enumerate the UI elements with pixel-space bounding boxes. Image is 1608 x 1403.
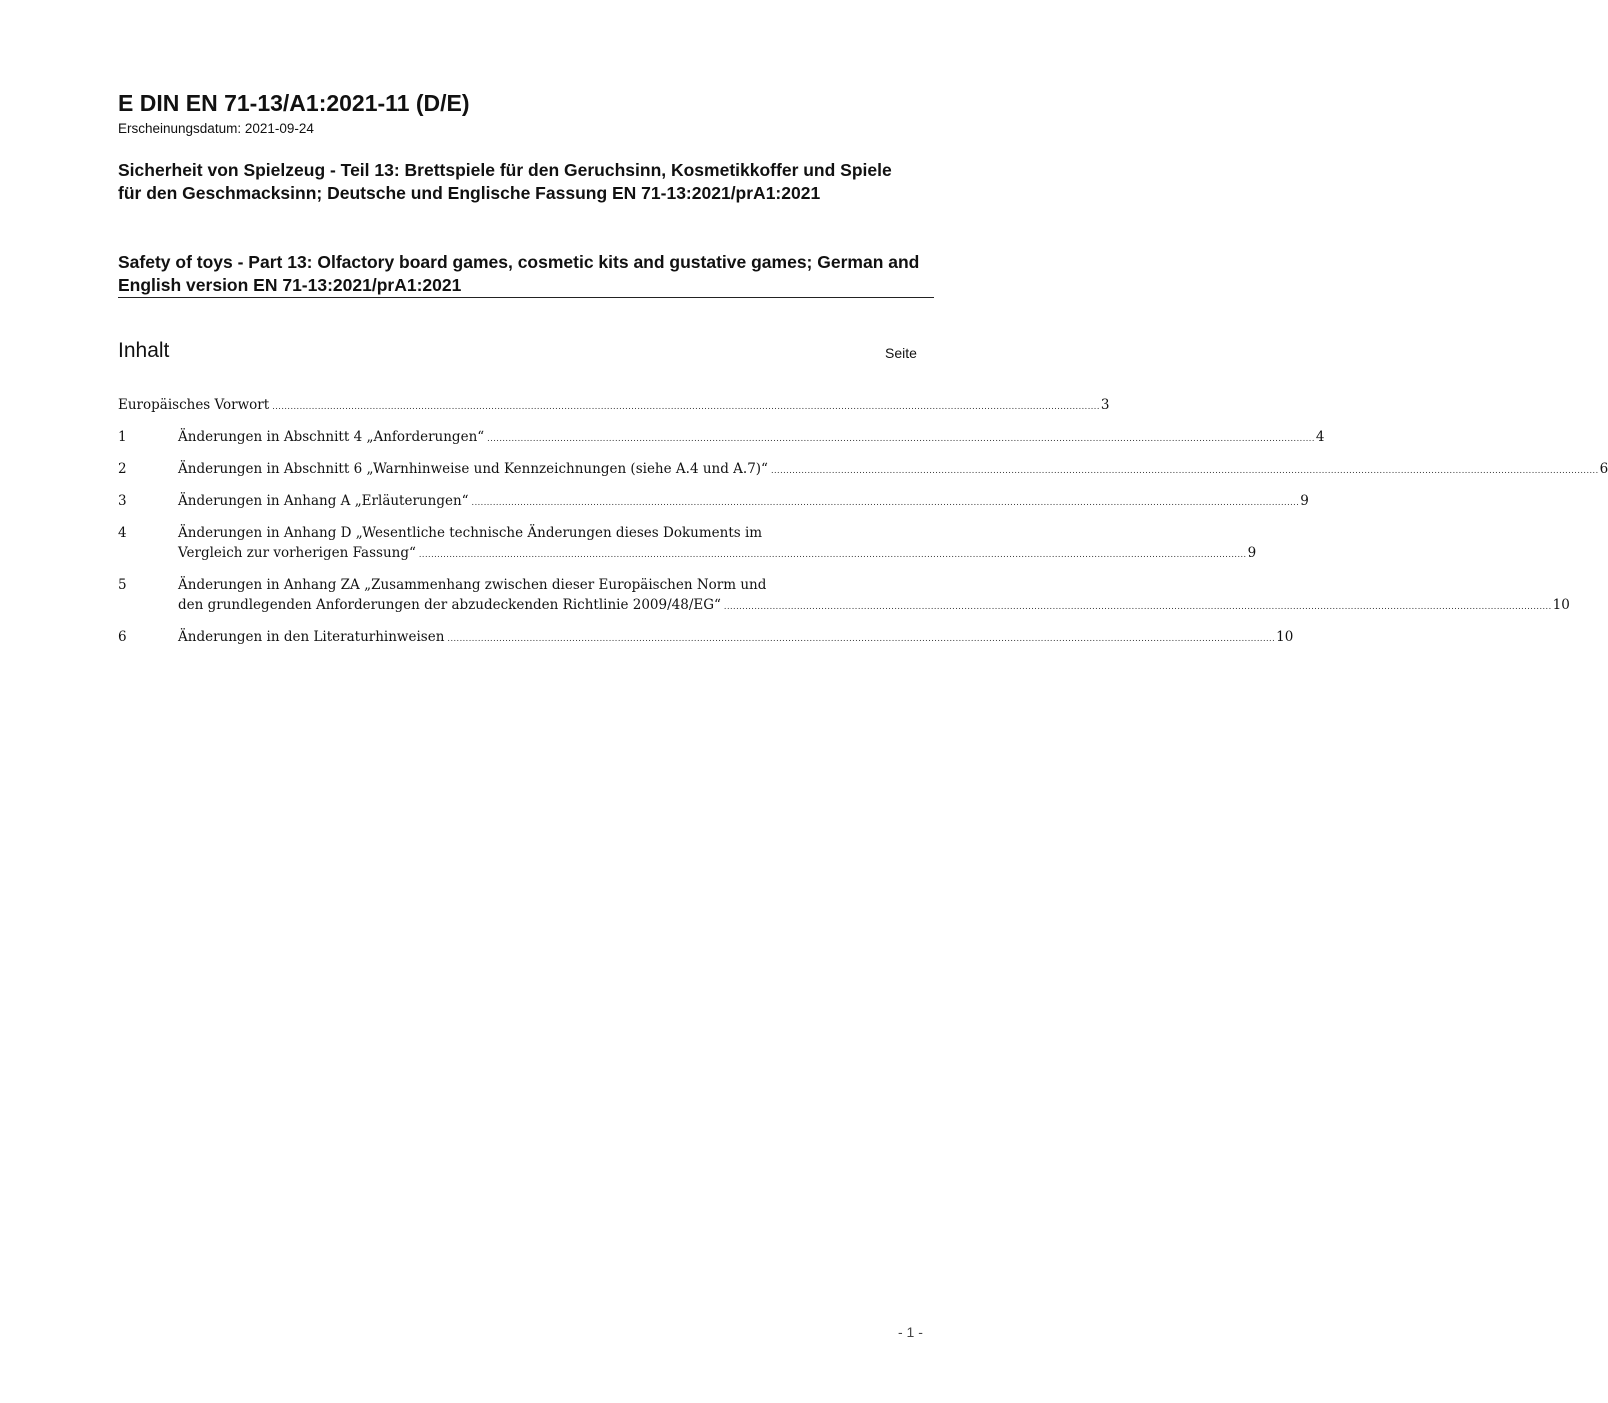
toc-entry-5[interactable] [118, 575, 1570, 617]
toc-entry-page: 4 [1315, 429, 1325, 445]
toc-leader-dots: ................................................................................................................................................................................................................................................................................ [487, 434, 1315, 443]
toc-entry-page: 6 [1599, 461, 1608, 477]
table-of-contents [118, 395, 1608, 659]
publication-date: Erscheinungsdatum: 2021-09-24 [118, 121, 314, 136]
toc-entry-6[interactable] [118, 627, 1294, 649]
toc-entry-number: 1 [118, 429, 127, 445]
toc-entry-text-continued: den grundlegenden Anforderungen der abzudeckenden Richtlinie 2009/48/EG“ [178, 597, 721, 613]
toc-entry-page: 9 [1300, 493, 1309, 509]
toc-entry-number: 6 [118, 629, 127, 645]
toc-entry-text: Europäisches Vorwort [118, 397, 270, 413]
toc-entry-text: Änderungen in Abschnitt 4 „Anforderungen“ [178, 429, 485, 445]
toc-entry-text: Änderungen in Anhang ZA „Zusammenhang zwischen dieser Europäischen Norm und [178, 577, 767, 593]
toc-leader-dots: ................................................................................................................................................................................................................................................................................ [418, 550, 1247, 559]
title-german: Sicherheit von Spielzeug - Teil 13: Brettspiele für den Geruchsinn, Kosmetikkoffer und Spiele für den Geschmacksinn; Deutsche und Englische Fassung EN 71-13:2021/prA1:2021 [118, 160, 892, 203]
page-number: - 1 - [898, 1324, 923, 1340]
toc-entry-text: Änderungen in den Literaturhinweisen [178, 629, 445, 645]
toc-entry-foreword[interactable] [118, 395, 1110, 417]
toc-entry-number: 5 [118, 577, 127, 593]
toc-entry-page: 10 [1276, 629, 1294, 645]
toc-entry-1[interactable] [118, 427, 1325, 449]
toc-entry-number: 4 [118, 525, 127, 541]
toc-entry-text: Änderungen in Anhang A „Erläuterungen“ [178, 493, 469, 509]
title-english: Safety of toys - Part 13: Olfactory board games, cosmetic kits and gustative games; German and English version EN 71-13:2021/prA1:2021 [118, 252, 920, 295]
toc-leader-dots: ................................................................................................................................................................................................................................................................................ [471, 498, 1300, 507]
toc-leader-dots: ................................................................................................................................................................................................................................................................................ [770, 466, 1599, 475]
toc-entry-text: Änderungen in Abschnitt 6 „Warnhinweise und Kennzeichnungen (siehe A.4 und A.7)“ [178, 461, 768, 477]
toc-leader-dots: ................................................................................................................................................................................................................................................................................ [723, 602, 1552, 611]
title-divider [118, 297, 934, 298]
toc-entry-text: Änderungen in Anhang D „Wesentliche technische Änderungen dieses Dokuments im [178, 525, 763, 541]
document-title: E DIN EN 71-13/A1:2021-11 (D/E) [118, 90, 470, 116]
toc-entry-page: 10 [1552, 597, 1570, 613]
toc-page-label: Seite [885, 345, 917, 361]
toc-entry-text-continued: Vergleich zur vorherigen Fassung“ [178, 545, 416, 561]
toc-leader-dots: ................................................................................................................................................................................................................................................................................ [447, 634, 1276, 643]
toc-heading: Inhalt [118, 339, 170, 362]
toc-entry-3[interactable] [118, 491, 1309, 513]
toc-entry-page: 9 [1247, 545, 1257, 561]
toc-entry-2[interactable] [118, 459, 1608, 481]
toc-leader-dots: ................................................................................................................................................................................................................................................................................ [272, 402, 1100, 411]
toc-entry-4[interactable] [118, 523, 1257, 565]
toc-entry-number: 2 [118, 461, 127, 477]
toc-entry-page: 3 [1100, 397, 1110, 413]
toc-entry-number: 3 [118, 493, 127, 509]
